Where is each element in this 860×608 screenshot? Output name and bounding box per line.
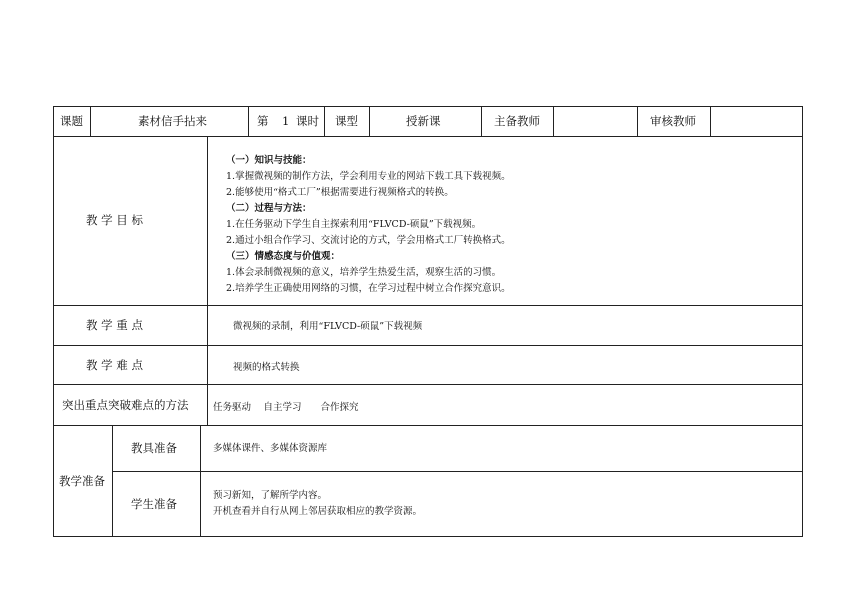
table-border-bottom xyxy=(53,536,803,537)
key-point-label: 教 学 重 点 xyxy=(86,318,143,332)
student-label: 学生准备 xyxy=(131,497,177,511)
key-point-value: 微视频的录制，利用“FLVCD-硕鼠”下载视频 xyxy=(233,321,423,332)
objective-item: 2.通过小组合作学习、交流讨论的方式，学会用格式工厂转换格式。 xyxy=(226,235,511,246)
col-divider xyxy=(324,106,325,136)
lead-teacher-label: 主备教师 xyxy=(494,114,540,128)
objective-item: 1.掌握微视频的制作方法，学会利用专业的网站下载工具下载视频。 xyxy=(226,171,511,182)
row-divider xyxy=(53,345,803,346)
table-border-top xyxy=(53,106,803,107)
period-number: 1 xyxy=(282,114,290,128)
table-border-right xyxy=(802,106,803,537)
student-line: 预习新知，了解所学内容。 xyxy=(213,490,328,501)
objective-item: 2.培养学生正确使用网络的习惯，在学习过程中树立合作探究意识。 xyxy=(226,283,511,294)
topic-label: 课题 xyxy=(60,114,83,128)
col-divider xyxy=(248,106,249,136)
reviewer-label: 审核教师 xyxy=(650,114,696,128)
difficulty-value: 视频的格式转换 xyxy=(233,362,300,373)
method-value: 任务驱动 自主学习 合作探究 xyxy=(213,402,359,413)
col-divider xyxy=(112,425,113,537)
row-divider xyxy=(53,136,803,137)
col-divider xyxy=(200,425,201,537)
student-line: 开机查看并自行从网上邻居获取相应的教学资源。 xyxy=(213,506,423,517)
col-divider xyxy=(637,106,638,136)
objective-item: 2.能够使用“格式工厂”根据需要进行视频格式的转换。 xyxy=(226,187,454,198)
col-divider xyxy=(553,106,554,136)
period-prefix: 第 xyxy=(257,114,269,128)
difficulty-label: 教 学 难 点 xyxy=(86,358,143,372)
row-divider xyxy=(53,305,803,306)
type-label: 课型 xyxy=(335,114,358,128)
preparation-label: 教学准备 xyxy=(59,474,105,488)
type-value: 授新课 xyxy=(406,114,441,128)
row-divider xyxy=(53,425,803,426)
method-label: 突出重点突破难点的方法 xyxy=(62,398,189,412)
objective-heading: （二）过程与方法： xyxy=(226,203,312,214)
col-divider xyxy=(710,106,711,136)
row-divider xyxy=(53,384,803,385)
col-divider xyxy=(369,106,370,136)
objectives-label: 教 学 目 标 xyxy=(86,213,143,227)
row-divider xyxy=(112,471,803,472)
objective-item: 1.在任务驱动下学生自主探索利用“FLVCD-硕鼠”下载视频。 xyxy=(226,219,482,230)
objective-heading: （三）情感态度与价值观： xyxy=(226,251,341,262)
objective-heading: （一）知识与技能： xyxy=(226,155,312,166)
objective-item: 1.体会录制微视频的意义，培养学生热爱生活，观察生活的习惯。 xyxy=(226,267,502,278)
col-divider xyxy=(90,106,91,136)
topic-value: 素材信手拈来 xyxy=(138,114,207,128)
table-border-left xyxy=(53,106,54,537)
tools-label: 教具准备 xyxy=(131,441,177,455)
col-divider xyxy=(207,136,208,426)
tools-value: 多媒体课件、多媒体资源库 xyxy=(213,443,328,454)
period-suffix: 课时 xyxy=(296,114,319,128)
col-divider xyxy=(481,106,482,136)
